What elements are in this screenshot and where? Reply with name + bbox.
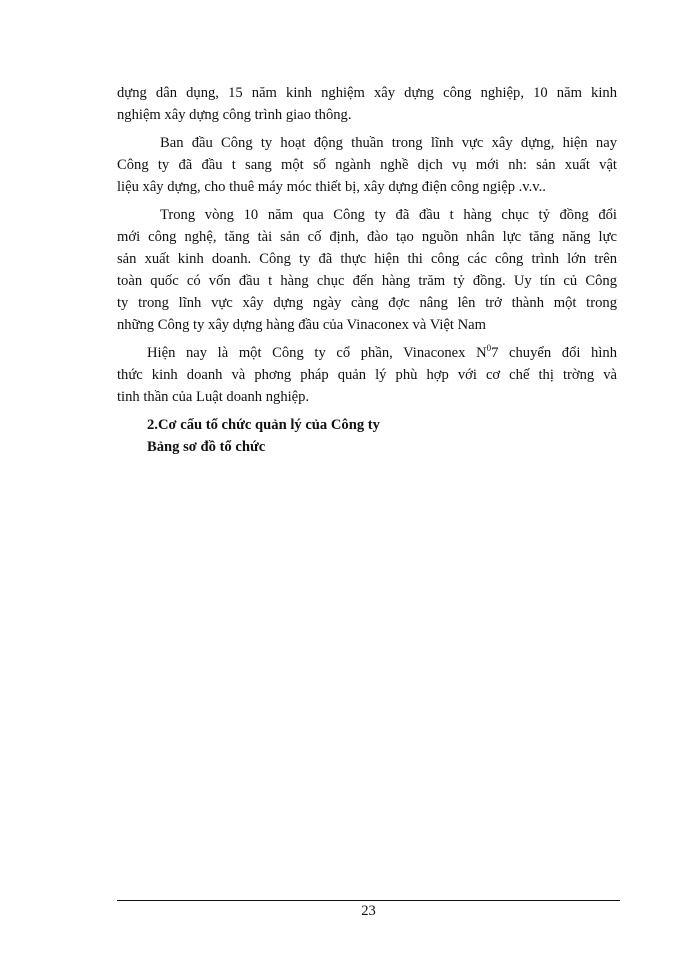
section-heading: 2.Cơ cấu tổ chức quản lý của Công ty: [147, 417, 380, 433]
text-line: Công ty đã đầu t sang một số ngành nghề dịch vụ mới nh: sản xuất vật: [117, 157, 617, 173]
text-line: dựng dân dụng, 15 năm kinh nghiệm xây dựng công nghiệp, 10 năm kinh: [117, 85, 617, 101]
paragraph-joint-stock: [117, 342, 617, 408]
page-number: 23: [361, 903, 376, 919]
footer-divider: [117, 900, 620, 901]
text-line: nghiệm xây dựng công trình giao thông.: [117, 107, 352, 123]
superscript-zero: 0: [486, 343, 492, 354]
text-line: liệu xây dựng, cho thuê máy móc thiết bị, xây dựng điện công ngiệp .v.v..: [117, 179, 546, 195]
text-segment: Hiện nay là một Công ty cổ phần, Vinaconex N: [147, 345, 487, 361]
text-line: Ban đầu Công ty hoạt động thuần trong lĩnh vực xây dựng, hiện nay: [160, 135, 617, 151]
text-line: ty trong lĩnh vực xây dựng ngày càng đợc nâng lên trở thành một trong: [117, 295, 617, 311]
chart-caption-heading: Bảng sơ đồ tổ chức: [147, 439, 266, 455]
body-text: [117, 82, 617, 458]
text-line: tinh thần của Luật doanh nghiệp.: [117, 389, 310, 405]
paragraph-experience: [117, 82, 617, 126]
text-line: sản xuất kinh doanh. Công ty đã thực hiện thi công các công trình lớn trên: [117, 251, 617, 267]
text-line: mới công nghệ, tăng tài sản cố định, đào tạo nguồn nhân lực tăng năng lực: [117, 229, 617, 245]
text-line: những Công ty xây dựng hàng đầu của Vinaconex và Việt Nam: [117, 317, 486, 333]
paragraph-business-lines: [117, 132, 617, 198]
text-segment: 7 chuyển đổi hình: [491, 345, 617, 361]
text-line: Trong vòng 10 năm qua Công ty đã đầu t hàng chục tỷ đồng đổi: [160, 207, 617, 223]
text-line: [117, 342, 617, 364]
text-line: thức kinh doanh và phơng pháp quản lý phù hợp với cơ chế thị trờng và: [117, 367, 617, 383]
paragraph-investment: [117, 204, 617, 336]
text-line: toàn quốc có vốn đầu t hàng chục đến hàng trăm tỷ đồng. Uy tín củ Công: [117, 273, 617, 289]
